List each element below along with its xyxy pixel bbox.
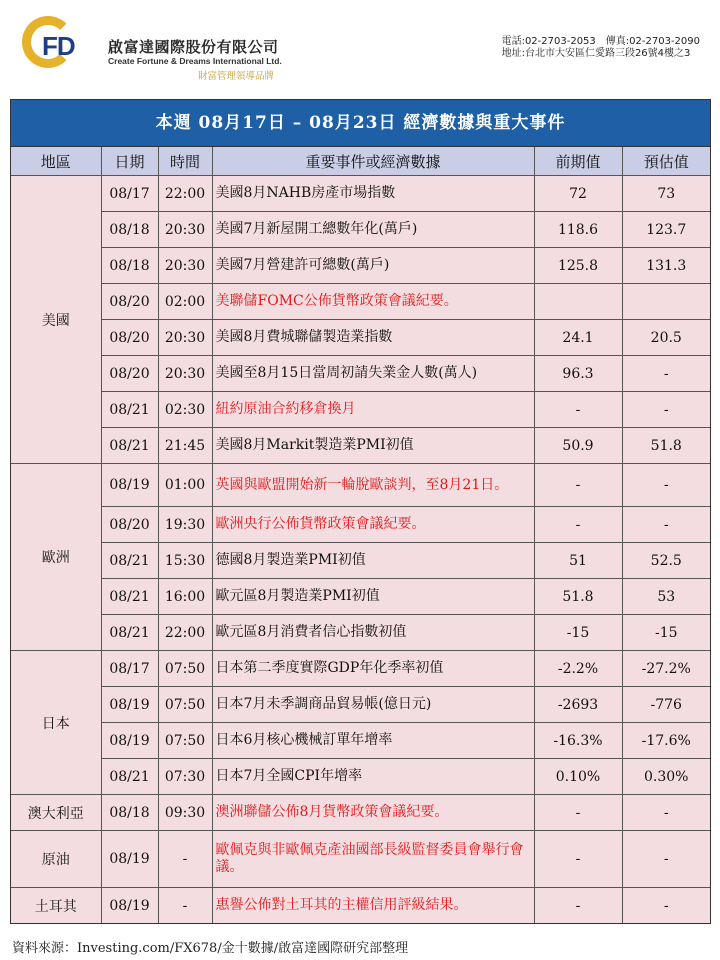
time-cell: - — [158, 831, 212, 888]
company-slogan: 財富管理領導品牌 — [198, 71, 275, 82]
previous-value-cell: -2693 — [534, 687, 622, 723]
logo-mark: FD — [42, 31, 75, 61]
time-cell: 07:30 — [158, 759, 212, 795]
event-cell: 紐約原油合約移倉換月 — [212, 392, 534, 428]
time-cell: 07:50 — [158, 687, 212, 723]
header-region: 地區 — [11, 147, 101, 176]
event-cell: 歐元區8月消費者信心指數初值 — [212, 615, 534, 651]
header-time: 時間 — [158, 147, 212, 176]
time-cell: 16:00 — [158, 579, 212, 615]
forecast-value-cell: -27.2% — [622, 651, 710, 687]
event-cell: 惠譽公佈對土耳其的主權信用評級結果。 — [212, 888, 534, 924]
table-row — [11, 651, 710, 687]
date-cell: 08/20 — [101, 356, 158, 392]
time-cell: 09:30 — [158, 795, 212, 831]
forecast-value-cell — [622, 284, 710, 320]
date-cell: 08/21 — [101, 392, 158, 428]
event-cell: 歐洲央行公佈貨幣政策會議紀要。 — [212, 507, 534, 543]
forecast-value-cell: - — [622, 507, 710, 543]
forecast-value-cell: -776 — [622, 687, 710, 723]
header-event: 重要事件或經濟數據 — [212, 147, 534, 176]
time-cell: 02:30 — [158, 392, 212, 428]
table-body — [11, 176, 710, 924]
region-cell: 澳大利亞 — [11, 795, 101, 831]
forecast-value-cell: 51.8 — [622, 428, 710, 464]
time-cell: 15:30 — [158, 543, 212, 579]
time-cell: 22:00 — [158, 615, 212, 651]
time-cell: 07:50 — [158, 651, 212, 687]
date-cell: 08/19 — [101, 888, 158, 924]
table-title: 本週 08月17日 – 08月23日 經濟數據與重大事件 — [11, 100, 710, 147]
event-cell: 歐佩克與非歐佩克產油國部長級監督委員會舉行會議。 — [212, 831, 534, 888]
time-cell: 21:45 — [158, 428, 212, 464]
event-cell: 美聯儲FOMC公佈貨幣政策會議紀要。 — [212, 284, 534, 320]
table-row — [11, 888, 710, 924]
source-footnote: 資料來源：Investing.com/FX678/金十數據/啟富達國際研究部整理 — [12, 941, 409, 956]
table-row — [11, 795, 710, 831]
date-cell: 08/20 — [101, 284, 158, 320]
previous-value-cell: 125.8 — [534, 248, 622, 284]
forecast-value-cell: - — [622, 888, 710, 924]
events-table-container — [10, 99, 711, 924]
region-cell: 原油 — [11, 831, 101, 888]
time-cell: 20:30 — [158, 212, 212, 248]
forecast-value-cell: - — [622, 356, 710, 392]
date-cell: 08/17 — [101, 176, 158, 212]
header-date: 日期 — [101, 147, 158, 176]
forecast-value-cell: 123.7 — [622, 212, 710, 248]
table-row — [11, 320, 710, 356]
company-logo — [22, 14, 322, 84]
date-cell: 08/21 — [101, 759, 158, 795]
event-cell: 日本第二季度實際GDP年化季率初值 — [212, 651, 534, 687]
forecast-value-cell: -17.6% — [622, 723, 710, 759]
table-row — [11, 428, 710, 464]
previous-value-cell: 96.3 — [534, 356, 622, 392]
event-cell: 德國8月製造業PMI初值 — [212, 543, 534, 579]
previous-value-cell: - — [534, 464, 622, 507]
time-cell: 20:30 — [158, 356, 212, 392]
region-cell: 歐洲 — [11, 464, 101, 651]
previous-value-cell: 51.8 — [534, 579, 622, 615]
table-row — [11, 579, 710, 615]
previous-value-cell: 51 — [534, 543, 622, 579]
time-cell: 20:30 — [158, 248, 212, 284]
forecast-value-cell: - — [622, 795, 710, 831]
previous-value-cell: 72 — [534, 176, 622, 212]
forecast-value-cell: 20.5 — [622, 320, 710, 356]
previous-value-cell: - — [534, 392, 622, 428]
table-row — [11, 831, 710, 888]
date-cell: 08/20 — [101, 320, 158, 356]
phone-fax-line: 電話:02-2703-2053 傳真:02-2703-2090 — [501, 36, 700, 47]
time-cell: 07:50 — [158, 723, 212, 759]
event-cell: 美國至8月15日當周初請失業金人數(萬人) — [212, 356, 534, 392]
event-cell: 美國7月新屋開工總數年化(萬戶) — [212, 212, 534, 248]
table-row — [11, 687, 710, 723]
date-cell: 08/20 — [101, 507, 158, 543]
table-row — [11, 392, 710, 428]
date-cell: 08/21 — [101, 428, 158, 464]
event-cell: 美國7月營建許可總數(萬戶) — [212, 248, 534, 284]
address-line: 地址:台北市大安區仁愛路三段26號4樓之3 — [501, 48, 691, 59]
event-cell: 日本6月核心機械訂單年增率 — [212, 723, 534, 759]
date-cell: 08/19 — [101, 687, 158, 723]
forecast-value-cell: 0.30% — [622, 759, 710, 795]
previous-value-cell: 0.10% — [534, 759, 622, 795]
date-cell: 08/17 — [101, 651, 158, 687]
time-cell: - — [158, 888, 212, 924]
region-cell: 美國 — [11, 176, 101, 464]
time-cell: 22:00 — [158, 176, 212, 212]
date-cell: 08/18 — [101, 248, 158, 284]
table-row — [11, 284, 710, 320]
event-cell: 英國與歐盟開始新一輪脫歐談判，至8月21日。 — [212, 464, 534, 507]
date-cell: 08/19 — [101, 831, 158, 888]
table-row — [11, 615, 710, 651]
event-cell: 美國8月費城聯儲製造業指數 — [212, 320, 534, 356]
previous-value-cell: -15 — [534, 615, 622, 651]
previous-value-cell: - — [534, 831, 622, 888]
time-cell: 01:00 — [158, 464, 212, 507]
date-cell: 08/21 — [101, 543, 158, 579]
previous-value-cell — [534, 284, 622, 320]
date-cell: 08/21 — [101, 615, 158, 651]
date-cell: 08/18 — [101, 795, 158, 831]
forecast-value-cell: - — [622, 392, 710, 428]
forecast-value-cell: 53 — [622, 579, 710, 615]
date-cell: 08/19 — [101, 723, 158, 759]
previous-value-cell: -2.2% — [534, 651, 622, 687]
events-table — [11, 147, 710, 923]
table-row — [11, 543, 710, 579]
table-row — [11, 248, 710, 284]
previous-value-cell: - — [534, 507, 622, 543]
previous-value-cell: -16.3% — [534, 723, 622, 759]
time-cell: 02:00 — [158, 284, 212, 320]
event-cell: 澳洲聯儲公佈8月貨幣政策會議紀要。 — [212, 795, 534, 831]
forecast-value-cell: - — [622, 464, 710, 507]
table-row — [11, 723, 710, 759]
table-row — [11, 464, 710, 507]
forecast-value-cell: 73 — [622, 176, 710, 212]
time-cell: 20:30 — [158, 320, 212, 356]
previous-value-cell: 24.1 — [534, 320, 622, 356]
previous-value-cell: - — [534, 795, 622, 831]
previous-value-cell: 50.9 — [534, 428, 622, 464]
forecast-value-cell: -15 — [622, 615, 710, 651]
event-cell: 歐元區8月製造業PMI初值 — [212, 579, 534, 615]
region-cell: 日本 — [11, 651, 101, 795]
region-cell: 土耳其 — [11, 888, 101, 924]
event-cell: 日本7月全國CPI年增率 — [212, 759, 534, 795]
event-cell: 美國8月NAHB房產市場指數 — [212, 176, 534, 212]
table-row — [11, 507, 710, 543]
forecast-value-cell: - — [622, 831, 710, 888]
previous-value-cell: - — [534, 888, 622, 924]
time-cell: 19:30 — [158, 507, 212, 543]
table-header-row — [11, 147, 710, 176]
table-row — [11, 356, 710, 392]
company-name-en: Create Fortune & Dreams International Ltd. — [108, 56, 282, 66]
event-cell: 美國8月Markit製造業PMI初值 — [212, 428, 534, 464]
header-previous: 前期值 — [534, 147, 622, 176]
contact-info — [502, 36, 700, 60]
previous-value-cell: 118.6 — [534, 212, 622, 248]
header-forecast: 預估值 — [622, 147, 710, 176]
date-cell: 08/21 — [101, 579, 158, 615]
table-row — [11, 212, 710, 248]
company-name-cn: 啟富達國際股份有限公司 — [108, 38, 279, 56]
date-cell: 08/18 — [101, 212, 158, 248]
table-row — [11, 759, 710, 795]
date-cell: 08/19 — [101, 464, 158, 507]
event-cell: 日本7月未季調商品貿易帳(億日元) — [212, 687, 534, 723]
table-row — [11, 176, 710, 212]
forecast-value-cell: 131.3 — [622, 248, 710, 284]
forecast-value-cell: 52.5 — [622, 543, 710, 579]
